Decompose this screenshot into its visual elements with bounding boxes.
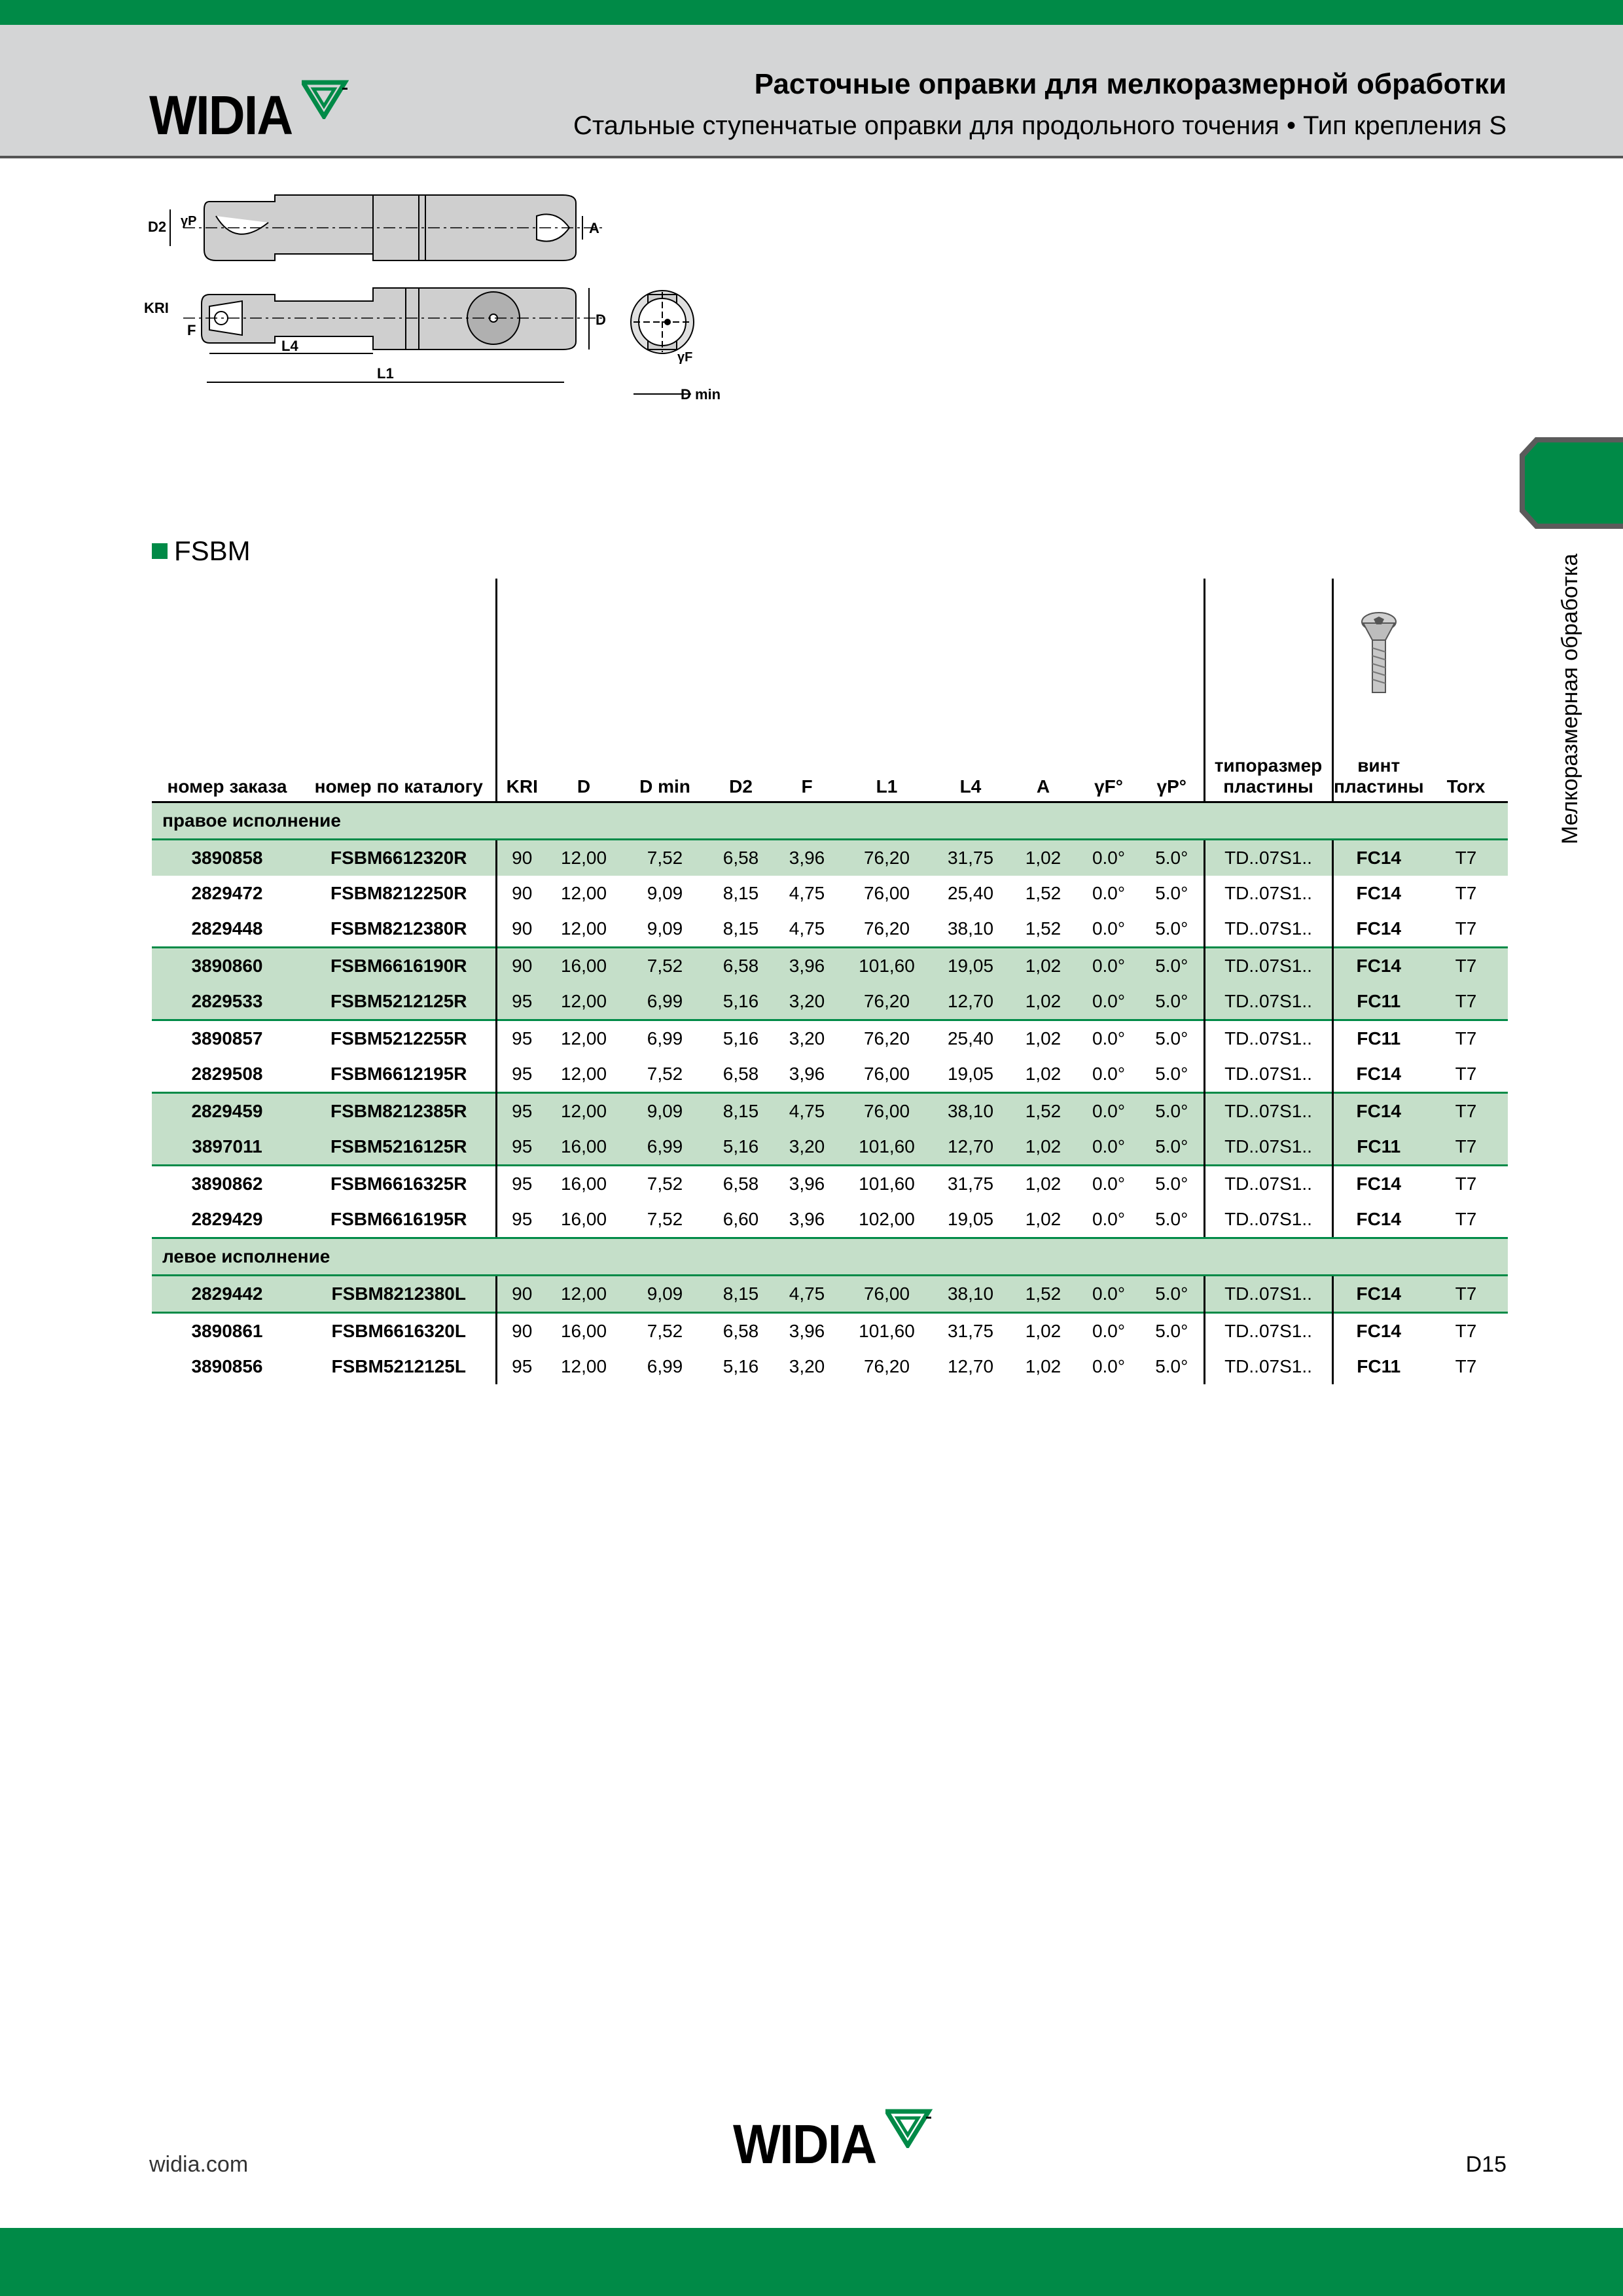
table-row — [152, 1056, 1508, 1093]
table-row — [152, 984, 1508, 1020]
cell-l1: 76,20 — [863, 1356, 910, 1376]
cell-d2: 6,58 — [709, 1166, 772, 1202]
cell-kri: 95 — [496, 1166, 547, 1202]
cell-screw: FC14 — [1332, 1056, 1424, 1093]
cell-screw: FC14 — [1332, 1093, 1424, 1130]
cell-dmin: 7,52 — [620, 1202, 709, 1238]
cell-f: 4,75 — [789, 883, 825, 903]
cell-l1: 76,20 — [842, 840, 932, 876]
cell-l4: 19,05 — [947, 1064, 994, 1084]
cell-dmin: 7,52 — [620, 840, 709, 876]
cell-l4: 12,70 — [932, 984, 1009, 1020]
cell-gamma-f: 0.0° — [1092, 918, 1126, 939]
cell-catalog-no: FSBM6616325R — [302, 1166, 496, 1202]
cell-order-no: 2829448 — [191, 918, 263, 939]
cell-f: 3,20 — [772, 1020, 842, 1057]
cell-a: 1,52 — [1009, 1093, 1077, 1130]
cell-d: 16,00 — [547, 1129, 620, 1166]
cell-torx: T7 — [1455, 1064, 1477, 1084]
cell-f: 4,75 — [789, 918, 825, 939]
cell-screw: FC11 — [1332, 1349, 1424, 1384]
col-torx: Torx — [1424, 579, 1508, 802]
cell-d2: 6,60 — [709, 1202, 772, 1238]
header-logo — [149, 80, 349, 146]
cell-l1: 101,60 — [842, 948, 932, 984]
cell-f: 3,96 — [772, 1313, 842, 1350]
table-row — [152, 1313, 1508, 1350]
cell-gamma-f: 0.0° — [1077, 840, 1140, 876]
cell-order-no: 2829533 — [152, 984, 302, 1020]
cell-screw: FC14 — [1332, 1313, 1424, 1350]
col-d2: D2 — [709, 579, 772, 802]
side-tab-icon — [1520, 437, 1623, 529]
cell-l4: 38,10 — [947, 918, 994, 939]
col-dmin: D min — [620, 579, 709, 802]
cell-insert-size: TD..07S1.. — [1204, 1056, 1332, 1093]
bottom-green-bar — [0, 2228, 1623, 2296]
cell-insert-size: TD..07S1.. — [1204, 1129, 1332, 1166]
cell-dmin: 9,09 — [647, 918, 683, 939]
cell-dmin: 7,52 — [620, 1166, 709, 1202]
spec-table-body — [152, 802, 1508, 1385]
cell-screw: FC11 — [1332, 984, 1424, 1020]
cell-insert-size: TD..07S1.. — [1204, 840, 1332, 876]
cell-order-no: 3890858 — [152, 840, 302, 876]
cell-l1: 76,00 — [842, 1276, 932, 1313]
cell-d: 16,00 — [547, 1202, 620, 1238]
cell-f: 4,75 — [772, 1093, 842, 1130]
cell-a: 1,02 — [1009, 984, 1077, 1020]
footer-logo — [733, 2109, 933, 2175]
col-d: D — [547, 579, 620, 802]
cell-screw: FC14 — [1332, 876, 1424, 911]
dim-gamma-f: γF — [677, 350, 693, 365]
cell-torx: T7 — [1424, 1129, 1508, 1166]
dim-a: A — [589, 220, 599, 236]
cell-f: 3,96 — [772, 840, 842, 876]
cell-l1: 76,00 — [863, 1064, 910, 1084]
group-header-row — [152, 802, 1508, 840]
table-row — [152, 1129, 1508, 1166]
cell-torx: T7 — [1424, 984, 1508, 1020]
cell-gamma-p: 5.0° — [1140, 948, 1204, 984]
cell-torx: T7 — [1424, 1202, 1508, 1238]
cell-torx: T7 — [1455, 918, 1477, 939]
cell-a: 1,02 — [1009, 1129, 1077, 1166]
cell-l1: 101,60 — [842, 1166, 932, 1202]
table-row — [152, 1020, 1508, 1057]
cell-d: 12,00 — [547, 1276, 620, 1313]
cell-torx: T7 — [1424, 1093, 1508, 1130]
table-row — [152, 1166, 1508, 1202]
cell-l1: 102,00 — [842, 1202, 932, 1238]
cell-torx: T7 — [1455, 1356, 1477, 1376]
cell-f: 4,75 — [772, 1276, 842, 1313]
cell-gamma-f: 0.0° — [1077, 984, 1140, 1020]
cell-l4: 38,10 — [932, 1276, 1009, 1313]
cell-f: 3,96 — [789, 1064, 825, 1084]
col-screw: винт пластины — [1332, 579, 1424, 802]
col-a: A — [1009, 579, 1077, 802]
cell-l4: 12,70 — [947, 1356, 994, 1376]
cell-screw: FC14 — [1332, 1166, 1424, 1202]
cell-catalog-no: FSBM6616320L — [302, 1313, 496, 1350]
cell-gamma-f: 0.0° — [1092, 883, 1126, 903]
cell-gamma-p: 5.0° — [1140, 984, 1204, 1020]
cell-d: 12,00 — [547, 1020, 620, 1057]
spec-table — [152, 579, 1508, 1384]
cell-gamma-f: 0.0° — [1077, 1313, 1140, 1350]
cell-f: 3,96 — [772, 948, 842, 984]
cell-insert-size: TD..07S1.. — [1204, 1313, 1332, 1350]
cell-order-no: 2829459 — [152, 1093, 302, 1130]
cell-torx: T7 — [1424, 948, 1508, 984]
cell-catalog-no: FSBM5212255R — [302, 1020, 496, 1057]
col-l1: L1 — [842, 579, 932, 802]
cell-d: 16,00 — [547, 948, 620, 984]
cell-gamma-f: 0.0° — [1077, 1020, 1140, 1057]
page-subtitle: Стальные ступенчатые оправки для продольного точения • Тип крепления S — [573, 111, 1507, 140]
dim-d2: D2 — [148, 219, 167, 235]
cell-l4: 12,70 — [932, 1129, 1009, 1166]
cell-l4: 38,10 — [932, 1093, 1009, 1130]
cell-insert-size: TD..07S1.. — [1204, 1349, 1332, 1384]
dim-f: F — [187, 322, 196, 338]
cell-a: 1,02 — [1009, 840, 1077, 876]
cell-dmin: 6,99 — [620, 984, 709, 1020]
dim-l1: L1 — [377, 365, 394, 382]
cell-kri: 95 — [496, 1349, 547, 1384]
cell-catalog-no: FSBM8212380R — [330, 918, 467, 939]
cell-d2: 5,16 — [709, 984, 772, 1020]
cell-insert-size: TD..07S1.. — [1204, 1093, 1332, 1130]
cell-dmin: 7,52 — [620, 1313, 709, 1350]
table-row — [152, 1093, 1508, 1130]
table-header-row — [152, 579, 1508, 802]
cell-torx: T7 — [1424, 1020, 1508, 1057]
cell-screw: FC11 — [1332, 1020, 1424, 1057]
cell-catalog-no: FSBM8212385R — [302, 1093, 496, 1130]
cell-gamma-p: 5.0° — [1155, 1064, 1188, 1084]
cell-gamma-f: 0.0° — [1092, 1356, 1126, 1376]
cell-l4: 31,75 — [932, 1166, 1009, 1202]
cell-kri: 90 — [496, 1276, 547, 1313]
cell-gamma-p: 5.0° — [1140, 1313, 1204, 1350]
cell-d2: 5,16 — [722, 1356, 759, 1376]
cell-f: 3,96 — [772, 1166, 842, 1202]
cell-l1: 76,20 — [842, 1020, 932, 1057]
cell-a: 1,52 — [1009, 1276, 1077, 1313]
cell-catalog-no: FSBM6612320R — [302, 840, 496, 876]
cell-a: 1,52 — [1025, 918, 1061, 939]
cell-kri: 90 — [496, 876, 547, 911]
cell-a: 1,02 — [1025, 1356, 1061, 1376]
table-row — [152, 1349, 1508, 1384]
dim-dmin: D min — [681, 386, 721, 403]
cell-order-no: 3890856 — [191, 1356, 263, 1376]
col-kri: KRI — [496, 579, 547, 802]
cell-insert-size: TD..07S1.. — [1204, 948, 1332, 984]
cell-d2: 5,16 — [709, 1020, 772, 1057]
dim-l4: L4 — [281, 338, 298, 354]
table-row — [152, 1202, 1508, 1238]
cell-insert-size: TD..07S1.. — [1204, 876, 1332, 911]
cell-d2: 8,15 — [709, 1276, 772, 1313]
cell-screw: FC14 — [1332, 840, 1424, 876]
cell-torx: T7 — [1424, 1276, 1508, 1313]
cell-d2: 8,15 — [709, 1093, 772, 1130]
cell-dmin: 6,99 — [620, 1020, 709, 1057]
section-square-icon — [152, 543, 168, 559]
cell-l1: 101,60 — [842, 1313, 932, 1350]
page-header — [0, 25, 1623, 158]
footer-brand-wordmark: WIDIA — [733, 2113, 876, 2175]
cell-a: 1,52 — [1025, 883, 1061, 903]
top-green-bar — [0, 0, 1623, 25]
cell-gamma-p: 5.0° — [1140, 1202, 1204, 1238]
cell-order-no: 3890861 — [152, 1313, 302, 1350]
cell-catalog-no: FSBM6616190R — [302, 948, 496, 984]
col-l4: L4 — [932, 579, 1009, 802]
cell-gamma-f: 0.0° — [1092, 1064, 1126, 1084]
dim-gamma-p: γP — [181, 214, 197, 228]
dim-kri: KRI — [144, 300, 169, 316]
cell-catalog-no: FSBM6616195R — [302, 1202, 496, 1238]
table-row — [152, 840, 1508, 876]
cell-a: 1,02 — [1009, 1166, 1077, 1202]
cell-d: 12,00 — [547, 1093, 620, 1130]
cell-kri: 95 — [496, 984, 547, 1020]
cell-kri: 95 — [496, 1056, 547, 1093]
cell-gamma-f: 0.0° — [1077, 1129, 1140, 1166]
cell-insert-size: TD..07S1.. — [1204, 911, 1332, 948]
cell-gamma-f: 0.0° — [1077, 1093, 1140, 1130]
cell-d: 12,00 — [547, 840, 620, 876]
cell-d2: 6,58 — [709, 1313, 772, 1350]
cell-gamma-p: 5.0° — [1140, 840, 1204, 876]
cell-catalog-no: FSBM8212250R — [330, 883, 467, 903]
cell-dmin: 6,99 — [620, 1129, 709, 1166]
col-order-no: номер заказа — [152, 579, 302, 802]
cell-order-no: 2829442 — [152, 1276, 302, 1313]
cell-order-no: 2829472 — [191, 883, 263, 903]
cell-l1: 76,20 — [863, 918, 910, 939]
footer-url[interactable]: widia.com — [149, 2152, 249, 2177]
cell-catalog-no: FSBM5212125R — [302, 984, 496, 1020]
cell-gamma-p: 5.0° — [1155, 918, 1188, 939]
col-catalog-no: номер по каталогу — [302, 579, 496, 802]
widia-triangle-icon — [302, 80, 349, 119]
cell-gamma-p: 5.0° — [1155, 883, 1188, 903]
cell-dmin: 9,09 — [620, 1093, 709, 1130]
cell-d: 12,00 — [560, 918, 607, 939]
group-title: правое исполнение — [152, 802, 1508, 840]
cell-kri: 95 — [496, 1129, 547, 1166]
cell-d2: 6,58 — [709, 840, 772, 876]
col-gamma-f: γF° — [1077, 579, 1140, 802]
cell-order-no: 3890862 — [152, 1166, 302, 1202]
cell-insert-size: TD..07S1.. — [1204, 1276, 1332, 1313]
cell-gamma-p: 5.0° — [1140, 1093, 1204, 1130]
cell-insert-size: TD..07S1.. — [1204, 1020, 1332, 1057]
cell-dmin: 9,09 — [620, 1276, 709, 1313]
cell-catalog-no: FSBM5212125L — [331, 1356, 466, 1376]
cell-order-no: 2829429 — [152, 1202, 302, 1238]
cell-f: 3,20 — [789, 1356, 825, 1376]
cell-a: 1,02 — [1009, 1313, 1077, 1350]
dim-d: D — [596, 312, 606, 328]
cell-d: 12,00 — [560, 1356, 607, 1376]
cell-screw: FC11 — [1332, 1129, 1424, 1166]
cell-gamma-f: 0.0° — [1077, 1166, 1140, 1202]
cell-catalog-no: FSBM5216125R — [302, 1129, 496, 1166]
col-insert-size: типоразмер пластины — [1204, 579, 1332, 802]
table-row — [152, 1276, 1508, 1313]
cell-l4: 25,40 — [947, 883, 994, 903]
screw-icon — [1359, 611, 1399, 696]
cell-insert-size: TD..07S1.. — [1204, 984, 1332, 1020]
table-row — [152, 876, 1508, 911]
tool-drawing — [144, 190, 733, 406]
group-header-row — [152, 1238, 1508, 1276]
cell-screw: FC14 — [1332, 948, 1424, 984]
cell-gamma-p: 5.0° — [1155, 1356, 1188, 1376]
cell-torx: T7 — [1424, 840, 1508, 876]
cell-l4: 25,40 — [932, 1020, 1009, 1057]
boring-bar-diagram — [144, 190, 733, 406]
cell-gamma-f: 0.0° — [1077, 1276, 1140, 1313]
cell-kri: 90 — [496, 948, 547, 984]
cell-dmin: 6,99 — [647, 1356, 683, 1376]
cell-kri: 90 — [496, 1313, 547, 1350]
cell-l1: 76,00 — [863, 883, 910, 903]
cell-l4: 31,75 — [932, 1313, 1009, 1350]
cell-l4: 19,05 — [932, 1202, 1009, 1238]
cell-l4: 31,75 — [932, 840, 1009, 876]
cell-order-no: 3897011 — [152, 1129, 302, 1166]
cell-l1: 101,60 — [842, 1129, 932, 1166]
cell-d: 16,00 — [547, 1313, 620, 1350]
brand-wordmark: WIDIA — [149, 84, 293, 146]
cell-screw: FC14 — [1332, 911, 1424, 948]
page-number: D15 — [1465, 2152, 1507, 2177]
cell-f: 3,96 — [772, 1202, 842, 1238]
cell-kri: 90 — [496, 840, 547, 876]
cell-d2: 8,15 — [722, 883, 759, 903]
cell-torx: T7 — [1424, 1166, 1508, 1202]
cell-gamma-f: 0.0° — [1077, 1202, 1140, 1238]
cell-order-no: 2829508 — [191, 1064, 263, 1084]
cell-d2: 6,58 — [709, 948, 772, 984]
cell-insert-size: TD..07S1.. — [1204, 1202, 1332, 1238]
cell-d2: 8,15 — [722, 918, 759, 939]
col-f: F — [772, 579, 842, 802]
cell-d: 12,00 — [560, 883, 607, 903]
cell-kri: 95 — [496, 1202, 547, 1238]
cell-dmin: 9,09 — [647, 883, 683, 903]
cell-d2: 5,16 — [709, 1129, 772, 1166]
cell-gamma-p: 5.0° — [1140, 1020, 1204, 1057]
cell-f: 3,20 — [772, 1129, 842, 1166]
cell-d: 12,00 — [547, 984, 620, 1020]
cell-kri: 95 — [496, 1020, 547, 1057]
cell-kri: 90 — [496, 911, 547, 948]
cell-catalog-no: FSBM6612195R — [330, 1064, 467, 1084]
cell-screw: FC14 — [1332, 1276, 1424, 1313]
cell-order-no: 3890860 — [152, 948, 302, 984]
cell-dmin: 7,52 — [620, 948, 709, 984]
cell-l4: 19,05 — [932, 948, 1009, 984]
cell-d: 16,00 — [547, 1166, 620, 1202]
cell-gamma-p: 5.0° — [1140, 1129, 1204, 1166]
cell-insert-size: TD..07S1.. — [1204, 1166, 1332, 1202]
cell-torx: T7 — [1455, 883, 1477, 903]
cell-order-no: 3890857 — [152, 1020, 302, 1057]
cell-a: 1,02 — [1009, 1202, 1077, 1238]
cell-l1: 76,00 — [842, 1093, 932, 1130]
cell-kri: 95 — [496, 1093, 547, 1130]
cell-gamma-f: 0.0° — [1077, 948, 1140, 984]
cell-catalog-no: FSBM8212380L — [302, 1276, 496, 1313]
col-gamma-p: γP° — [1140, 579, 1204, 802]
cell-screw: FC14 — [1332, 1202, 1424, 1238]
cell-d: 12,00 — [560, 1064, 607, 1084]
section-heading — [152, 535, 251, 567]
cell-torx: T7 — [1424, 1313, 1508, 1350]
cell-f: 3,20 — [772, 984, 842, 1020]
group-title: левое исполнение — [152, 1238, 1508, 1276]
cell-a: 1,02 — [1009, 948, 1077, 984]
table-row — [152, 911, 1508, 948]
cell-d2: 6,58 — [722, 1064, 759, 1084]
cell-dmin: 7,52 — [647, 1064, 683, 1084]
section-title: FSBM — [174, 535, 251, 566]
cell-gamma-p: 5.0° — [1140, 1166, 1204, 1202]
cell-a: 1,02 — [1009, 1020, 1077, 1057]
cell-gamma-p: 5.0° — [1140, 1276, 1204, 1313]
table-row — [152, 948, 1508, 984]
page-title: Расточные оправки для мелкоразмерной обработки — [754, 68, 1507, 100]
cell-l1: 76,20 — [842, 984, 932, 1020]
footer-widia-triangle-icon — [885, 2109, 933, 2148]
cell-a: 1,02 — [1025, 1064, 1061, 1084]
